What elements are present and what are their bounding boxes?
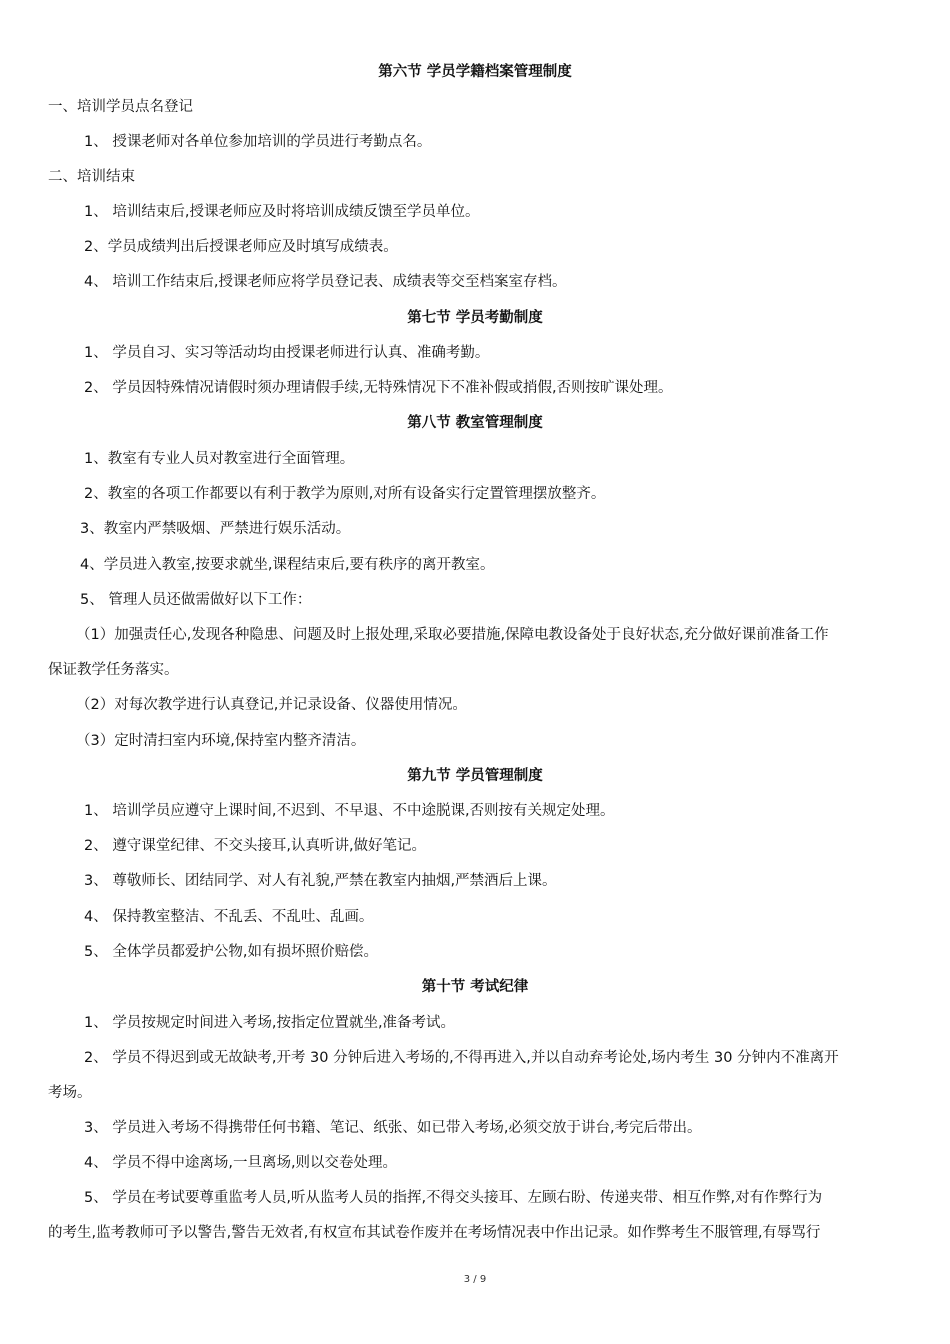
paragraph-line: 2、教室的各项工作都要以有利于教学为原则,对所有设备实行定置管理摆放整齐。 [84,486,606,502]
paragraph-line: 4、 学员不得中途离场,一旦离场,则以交卷处理。 [84,1155,398,1171]
paragraph-line: 1、教室有专业人员对教室进行全面管理。 [84,451,355,467]
section-8-heading: 第八节 教室管理制度 [407,415,543,431]
paragraph-line: （2）对每次教学进行认真登记,并记录设备、仪器使用情况。 [76,697,467,713]
paragraph-line: 3、教室内严禁吸烟、严禁进行娱乐活动。 [80,521,351,537]
paragraph-line: 1、 培训学员应遵守上课时间,不迟到、不早退、不中途脱课,否则按有关规定处理。 [84,803,615,819]
section-9-heading: 第九节 学员管理制度 [407,768,543,784]
paragraph-line: 1、 培训结束后,授课老师应及时将培训成绩反馈至学员单位。 [84,204,480,220]
paragraph-line: 2、 学员不得迟到或无故缺考,开考 30 分钟后进入考场的,不得再进入,并以自动弃考论处,场内考生 30 分钟内不准离开 [84,1050,839,1066]
paragraph-line: 3、 尊敬师长、团结同学、对人有礼貌,严禁在教室内抽烟,严禁酒后上课。 [84,873,557,889]
section-6-heading: 第六节 学员学籍档案管理制度 [378,64,572,80]
paragraph-line: 2、 遵守课堂纪律、不交头接耳,认真听讲,做好笔记。 [84,838,427,854]
paragraph-line: 保证教学任务落实。 [48,662,179,678]
paragraph-line: 4、 保持教室整洁、不乱丢、不乱吐、乱画。 [84,909,374,925]
paragraph-line: 1、 授课老师对各单位参加培训的学员进行考勤点名。 [84,134,432,150]
paragraph-line: （3）定时清扫室内环境,保持室内整齐清洁。 [76,733,366,749]
subheading-roll-call: 一、培训学员点名登记 [48,99,193,115]
paragraph-line: （1）加强责任心,发现各种隐患、问题及时上报处理,采取必要措施,保障电教设备处于良好状态,充分做好课前准备工作 [76,627,829,643]
section-7-heading: 第七节 学员考勤制度 [407,310,543,326]
subheading-training-end: 二、培训结束 [48,169,135,185]
paragraph-line: 3、 学员进入考场不得携带任何书籍、笔记、纸张、如已带入考场,必须交放于讲台,考完后带出。 [84,1120,702,1136]
paragraph-line: 4、学员进入教室,按要求就坐,课程结束后,要有秩序的离开教室。 [80,557,495,573]
paragraph-line: 2、 学员因特殊情况请假时须办理请假手续,无特殊情况下不准补假或捎假,否则按旷课处理。 [84,380,673,396]
paragraph-line: 1、 学员自习、实习等活动均由授课老师进行认真、准确考勤。 [84,345,490,361]
section-10-heading: 第十节 考试纪律 [421,979,529,995]
paragraph-line: 5、 全体学员都爱护公物,如有损坏照价赔偿。 [84,944,378,960]
paragraph-line: 1、 学员按规定时间进入考场,按指定位置就坐,准备考试。 [84,1015,456,1031]
page-number: 3 / 9 [463,1274,487,1285]
paragraph-line: 4、 培训工作结束后,授课老师应将学员登记表、成绩表等交至档案室存档。 [84,274,567,290]
paragraph-line: 5、 学员在考试要尊重监考人员,听从监考人员的指挥,不得交头接耳、左顾右盼、传递夹带、相互作弊,对有作弊行为 [84,1190,823,1206]
paragraph-line: 5、 管理人员还做需做好以下工作： [80,592,312,608]
paragraph-line: 的考生,监考教师可予以警告,警告无效者,有权宣布其试卷作废并在考场情况表中作出记录。如作弊考生不服管理,有辱骂行 [48,1225,821,1241]
paragraph-line: 考场。 [48,1085,92,1101]
paragraph-line: 2、学员成绩判出后授课老师应及时填写成绩表。 [84,239,398,255]
